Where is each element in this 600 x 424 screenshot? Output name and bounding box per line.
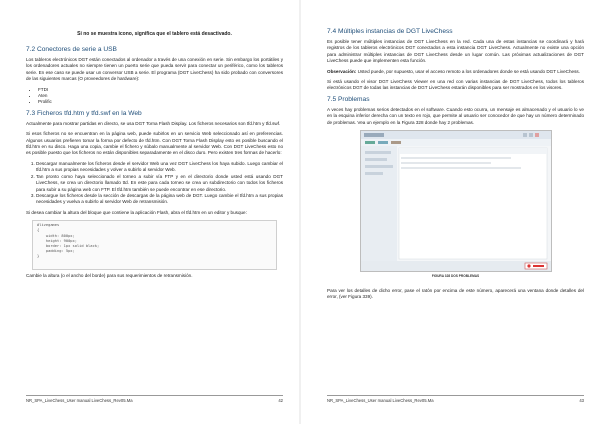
minimize-icon xyxy=(523,133,527,137)
tree-item xyxy=(365,151,391,154)
intro-note: Si no se muestra icono, significa que el tablero está desactivado. xyxy=(77,31,232,37)
tree-item xyxy=(365,158,387,161)
list-item: 1. Descargar manualmente los ficheros desde el servidor Web una vez DGT LiveChess los haya subido. Luego cambiar el tfd.htm a sus propias necesidades y volver a subirlo al servidor Web. xyxy=(36,161,283,174)
paragraph-7-3-intro: Actualmente para mostrar partidas en directo, se usa DGT Torna Flash Display. Los ficheros necesarios son tfd.htm y tfd.swf. xyxy=(26,120,281,126)
paragraph-viewer: Si está usando el visor DGT LiveChess Viewer en una red con varias instancias de DGT LiveChess, todos los tableros electrónicos DGT de todas las instancias de DGT LiveChess estarán disponibles para ser mostrados en los visores. xyxy=(327,79,584,91)
left-column xyxy=(26,0,283,284)
paragraph-change-height: Cambie la altura (o el ancho del borde) para sus requerimientos de retransmisión. xyxy=(26,273,193,279)
footer xyxy=(327,398,584,403)
paragraph-height-note: Si desea cambiar la altura del bloque que contiene la aplicación Flash, abra el tfd.htm en un editor y busque: xyxy=(26,209,247,215)
toolbar-icon xyxy=(378,141,388,144)
list-item: • FTDI xyxy=(38,87,283,93)
list-item: • Aten xyxy=(38,93,283,99)
figure-caption: FIGURA 328 DOS PROBLEMAS xyxy=(431,274,480,279)
footer-text: NR_SPA_LiveChess_User manual LiveChess_Rev05.Ma xyxy=(26,398,133,403)
heading-7-5: 7.5 Problemas xyxy=(327,95,370,103)
content-area xyxy=(399,148,547,259)
app-window-illustration xyxy=(361,131,551,271)
observation-text: Usted puede, por supuesto, usar el acceso remoto a los ordenadores donde se está usando DGT LiveChess. xyxy=(356,68,580,74)
toolbar-icon xyxy=(365,141,375,144)
close-icon xyxy=(535,133,539,137)
list-item: 2. Tan pronto como haya seleccionado el torneo a subir vía FTP y en el directorio donde usted está usando DGT LiveChess, se crea un directorio llamado ttd. En este para cada torneo se crea un subdirectorio con todos los ficheros para subir a su página web con FTP. El tfd.htm también se puede encontrar en ese directorio. xyxy=(36,174,283,193)
paragraph-7-2: Los tableros electrónicos DGT están conectados al ordenador a través de una conexión en serie. Sin embargo los portátiles y los ordenadores actuales no siempre tienen un puerto serie que pueda servir para conectar un periférico, como los tableros serie. En ese caso se puede usar un conversor USB a serie. El programa (DGT LiveChess) ha sido probado con conversores de las siguientes marcas (O proveedores de hardware): xyxy=(26,57,283,82)
status-bar xyxy=(361,261,551,271)
window-titlebar xyxy=(361,131,551,139)
paragraph-7-5: A veces hay problemas serios detectados en el software. Cuando esto ocurra, un mensaje es almacenado y el usuario lo ve en la esquina inferior derecha con un texto en rojo, que permite al usuario ser conocedor de que hay un número determinado de problemas. Vea un ejemplo en la Figura 328 donde hay 2 problemas. xyxy=(327,106,584,125)
observation-note xyxy=(327,69,584,75)
page-number: 43 xyxy=(579,398,584,403)
paragraph-7-4: Es posible tener múltiples instancias de DGT LiveChess en la red. Cada una de estas instancias se coordinará y hará registros de los tableros electrónicos DGT conectados a esta instancia DGT LiveChess. Actualmente no existe una opción para administrar múltiples instancias de DGT LiveChess desde un lugar común. Las próximas actualizaciones de DGT LiveChess puede que implementen esta función. xyxy=(327,39,584,64)
page-number: 42 xyxy=(278,398,283,403)
left-page xyxy=(0,0,299,424)
tree-item xyxy=(365,165,393,168)
list-item: 3. Descargue los ficheros desde la sección de descargas de la página web de DGT. Luego cambie el tfd.htm a sus propias necesidades y vuelva a subirlo al servidor Web de retransmisión. xyxy=(36,193,283,206)
vendor-list xyxy=(26,87,283,106)
right-column xyxy=(327,0,584,305)
observation-label: Observación: xyxy=(327,68,357,74)
error-icon xyxy=(527,264,530,267)
right-page xyxy=(301,0,600,424)
list-item: • Prolific xyxy=(38,99,283,105)
figure-screenshot xyxy=(360,130,552,272)
content-row xyxy=(401,157,511,159)
footer-rule xyxy=(327,395,584,396)
code-block: #livegames { width: 800px; height: 900px; border: 1px solid black; padding: 5px; } xyxy=(32,220,277,270)
paragraph-7-3-body: Si esos ficheros no se encuentran en la página web, puede subirlos en un servicio Web seleccionado así en preferencias. Algunos usuarios prefieren tomar la forma por defecto de tfd.htm. Con DGT Torna Flash Display esto es posible buscando el tfd.htm en su disco. Haga una copia, cambie el fichero y súbalo manualmente al servidor Web. Con DGT LiveChess esto no es posible puesto que los ficheros no están disponibles separadamente en el disco duro. Pero existen tres formas de hacerlo: xyxy=(26,131,283,156)
heading-7-2: 7.2 Conectores de serie a USB xyxy=(26,46,117,53)
maximize-icon xyxy=(529,133,533,137)
content-row xyxy=(401,167,521,169)
window-title-block xyxy=(364,133,384,137)
side-panel xyxy=(361,146,397,261)
footer-rule xyxy=(26,395,283,396)
problems-count-mark xyxy=(533,265,544,267)
steps-list xyxy=(26,161,283,206)
content-header xyxy=(399,148,547,154)
footer-text: NR_SPA_LiveChess_User manual LiveChess_Rev05.Ma xyxy=(327,398,434,403)
footer xyxy=(26,398,283,403)
toolbar-icon xyxy=(391,141,401,144)
content-row xyxy=(401,162,491,164)
heading-7-3: 7.3 Ficheros tfd.htm y tfd.swf en la Web xyxy=(26,109,142,117)
toolbar xyxy=(361,139,551,146)
paragraph-error-details: Para ver los detalles de dicho error, pase el ratón por encima de este número, aparecerá una ventana donde detalles del error, (ver Figura 339). xyxy=(327,288,584,300)
heading-7-4: 7.4 Múltiples instancias de DGT LiveChess xyxy=(327,28,453,35)
tree-item xyxy=(365,172,383,175)
